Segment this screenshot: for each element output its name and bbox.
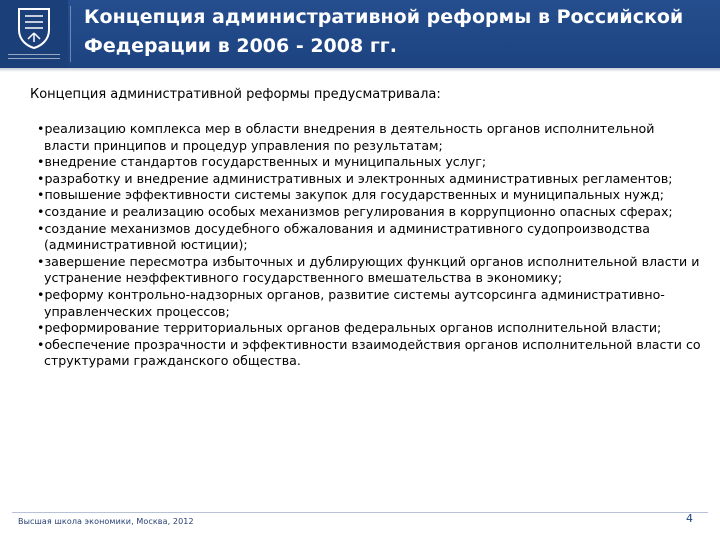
list-item: [30, 320, 703, 337]
bullet-icon: •: [37, 320, 45, 336]
list-item-text: повышение эффективности системы закупок для государственных и муниципальных нужд;: [44, 187, 665, 203]
bullet-icon: •: [37, 121, 45, 136]
slide-header: [0, 0, 720, 68]
list-item: [30, 204, 703, 221]
list-item-text: внедрение стандартов государственных и муниципальных услуг;: [44, 154, 487, 170]
list-item-text: обеспечение прозрачности и эффективности взаимодействия органов исполнительной власти со структурами гражданского общества.: [44, 336, 701, 369]
list-item: [30, 121, 703, 154]
header-divider: [70, 6, 71, 62]
bullet-icon: •: [37, 253, 45, 269]
page-number: 4: [686, 512, 693, 525]
bullet-icon: •: [37, 203, 45, 219]
header-shadow: [0, 68, 720, 72]
list-item: [30, 154, 703, 171]
slide-title: [84, 3, 704, 61]
list-item-text: создание и реализацию особых механизмов регулирования в коррупционно опасных сферах;: [44, 203, 673, 219]
bullet-icon: •: [37, 170, 45, 186]
bullet-icon: •: [37, 187, 45, 203]
list-item: [30, 171, 703, 188]
logo-caption-line: [8, 58, 60, 59]
list-item-text: реформирование территориальных органов федеральных органов исполнительной власти;: [44, 320, 662, 336]
slide-title-line-2: Федерации в 2006 - 2008 гг.: [84, 35, 397, 57]
hse-emblem-icon: [15, 6, 53, 50]
list-item: [30, 187, 703, 204]
list-item: [30, 254, 703, 287]
bullet-icon: •: [37, 336, 45, 352]
list-item-text: завершение пересмотра избыточных и дублирующих функций органов исполнительной власти и устранение неэффективного государственного вмешательства в экономику;: [44, 253, 700, 286]
bullet-icon: •: [37, 286, 45, 302]
logo: [0, 0, 68, 68]
slide-title-line-1: Концепция административной реформы в Российской: [84, 6, 684, 28]
list-item-text: разработку и внедрение административных и электронных административных регламентов;: [44, 170, 673, 186]
footer-divider: [12, 512, 708, 513]
bullet-list: [30, 121, 703, 370]
list-item-text: создание механизмов досудебного обжалования и административного судопроизводства (административной юстиции);: [44, 220, 650, 253]
list-item: [30, 221, 703, 254]
list-item-text: реформу контрольно-надзорных органов, развитие системы аутсорсинга административно-управленческих процессов;: [44, 286, 665, 319]
footer-text: Высшая школа экономики, Москва, 2012: [18, 517, 194, 526]
bullet-icon: •: [37, 220, 45, 236]
bullet-icon: •: [37, 154, 45, 170]
list-item: [30, 337, 703, 370]
intro-text: Концепция административной реформы предусматривала:: [30, 87, 441, 102]
list-item-text: реализацию комплекса мер в области внедрения в деятельность органов исполнительной власти принципов и процедур управления по результатам;: [44, 121, 655, 153]
logo-caption-line: [8, 54, 60, 55]
list-item: [30, 287, 703, 320]
